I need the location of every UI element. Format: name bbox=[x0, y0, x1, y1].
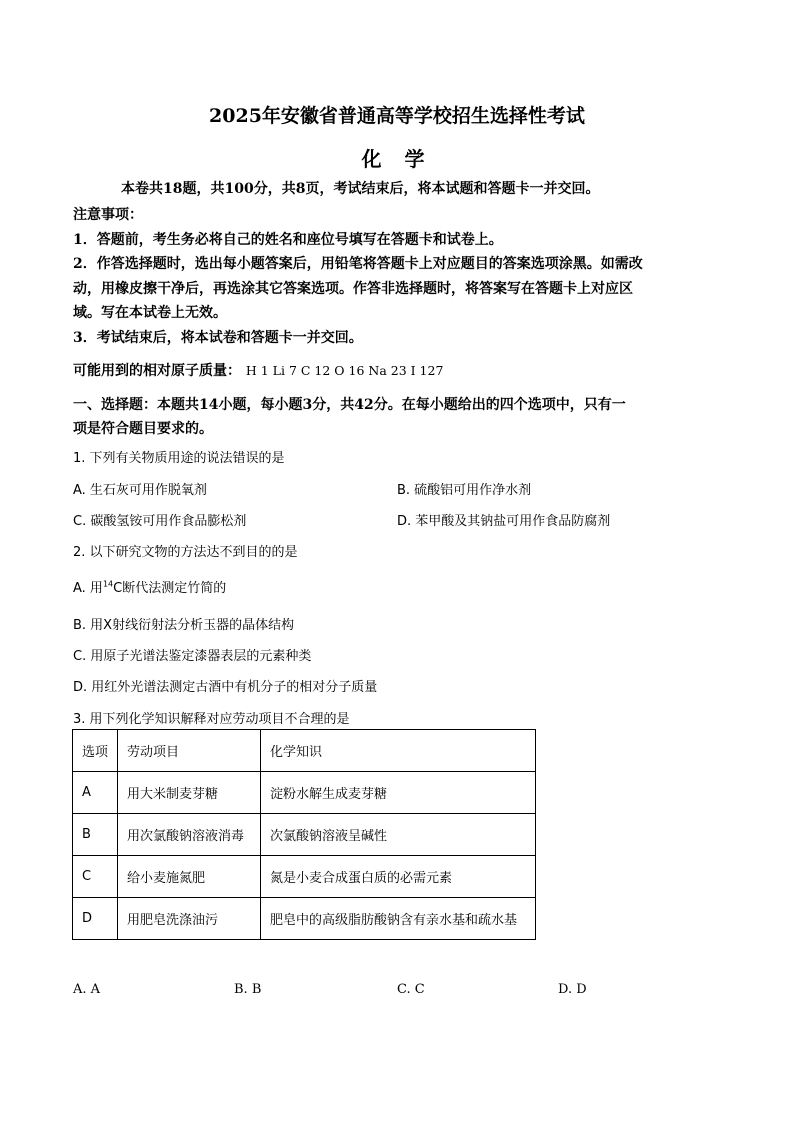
exam-title: 2025年安徽省普通高等学校招生选择性考试 bbox=[209, 105, 585, 127]
notice-item-1: 1．答题前，考生务必将自己的姓名和座位号填写在答题卡和试卷上。 bbox=[73, 232, 503, 248]
q3-answer-b: B. B bbox=[234, 982, 262, 997]
q3-answer-d: D. D bbox=[558, 982, 587, 997]
intro-text: 本卷共18题，共100分，共8页，考试结束后，将本试题和答题卡一并交回。 bbox=[121, 181, 600, 197]
notice-item-2: 2．作答选择题时，选出每小题答案后，用铅笔将答题卡上对应题目的答案选项涂黑。如需改 bbox=[73, 256, 643, 272]
row-option: D bbox=[73, 898, 118, 940]
q2-option-a-prefix: A. 用 bbox=[73, 581, 103, 596]
section1-heading-cont: 项是符合题目要求的。 bbox=[73, 421, 213, 437]
q3-stem: 3. 用下列化学知识解释对应劳动项目不合理的是 bbox=[73, 712, 350, 727]
notice-item-2-cont: 动，用橡皮擦干净后，再选涂其它答案选项。作答非选择题时，将答案写在答题卡上对应区 bbox=[73, 281, 633, 297]
row-chem-knowledge: 氮是小麦合成蛋白质的必需元素 bbox=[261, 856, 536, 898]
notice-item-3: 3．考试结束后，将本试卷和答题卡一并交回。 bbox=[73, 330, 363, 346]
q1-stem: 1. 下列有关物质用途的说法错误的是 bbox=[73, 451, 285, 466]
q1-option-d: D. 苯甲酸及其钠盐可用作食品防腐剂 bbox=[397, 514, 611, 529]
table-row bbox=[73, 856, 536, 898]
row-labor-item: 用次氯酸钠溶液消毒 bbox=[118, 814, 261, 856]
row-labor-item: 用大米制麦芽糖 bbox=[118, 772, 261, 814]
subject-title: 化 学 bbox=[361, 147, 433, 171]
header-labor-item: 劳动项目 bbox=[118, 730, 261, 772]
row-chem-knowledge: 肥皂中的高级脂肪酸钠含有亲水基和疏水基 bbox=[261, 898, 536, 940]
q1-option-a: A. 生石灰可用作脱氧剂 bbox=[73, 483, 207, 498]
q2-stem: 2. 以下研究文物的方法达不到目的的是 bbox=[73, 545, 298, 560]
q2-option-a-rest: C断代法测定竹简的 bbox=[113, 581, 227, 596]
q2-option-c: C. 用原子光谱法鉴定漆器表层的元素种类 bbox=[73, 649, 312, 664]
header-chem-knowledge: 化学知识 bbox=[261, 730, 536, 772]
table-row bbox=[73, 772, 536, 814]
q2-option-a bbox=[73, 577, 226, 596]
q1-option-b: B. 硫酸铝可用作净水剂 bbox=[397, 483, 532, 498]
table-header-row bbox=[73, 730, 536, 772]
row-chem-knowledge: 次氯酸钠溶液呈碱性 bbox=[261, 814, 536, 856]
header-option: 选项 bbox=[73, 730, 118, 772]
q3-table bbox=[72, 729, 536, 940]
isotope-mass-number: 14 bbox=[102, 579, 114, 589]
table-row bbox=[73, 814, 536, 856]
q3-answer-c: C. C bbox=[397, 982, 425, 997]
row-option: C bbox=[73, 856, 118, 898]
atomic-mass-label: 可能用到的相对原子质量： bbox=[73, 363, 241, 379]
section1-heading: 一、选择题：本题共14小题，每小题3分，共42分。在每小题给出的四个选项中，只有一 bbox=[73, 397, 626, 413]
notice-item-2-end: 域。写在本试卷上无效。 bbox=[73, 305, 227, 321]
table-row bbox=[73, 898, 536, 940]
q2-option-b: B. 用X射线衍射法分析玉器的晶体结构 bbox=[73, 618, 295, 633]
row-option: A bbox=[73, 772, 118, 814]
row-labor-item: 用肥皂洗涤油污 bbox=[118, 898, 261, 940]
atomic-mass-values: H 1 Li 7 C 12 O 16 Na 23 I 127 bbox=[245, 363, 444, 378]
notice-heading: 注意事项： bbox=[73, 207, 143, 223]
q1-option-c: C. 碳酸氢铵可用作食品膨松剂 bbox=[73, 514, 247, 529]
atomic-mass-line bbox=[73, 360, 443, 380]
row-option: B bbox=[73, 814, 118, 856]
q3-answer-a: A. A bbox=[73, 982, 101, 997]
q2-option-d: D. 用红外光谱法测定古酒中有机分子的相对分子质量 bbox=[73, 680, 378, 695]
row-labor-item: 给小麦施氮肥 bbox=[118, 856, 261, 898]
row-chem-knowledge: 淀粉水解生成麦芽糖 bbox=[261, 772, 536, 814]
